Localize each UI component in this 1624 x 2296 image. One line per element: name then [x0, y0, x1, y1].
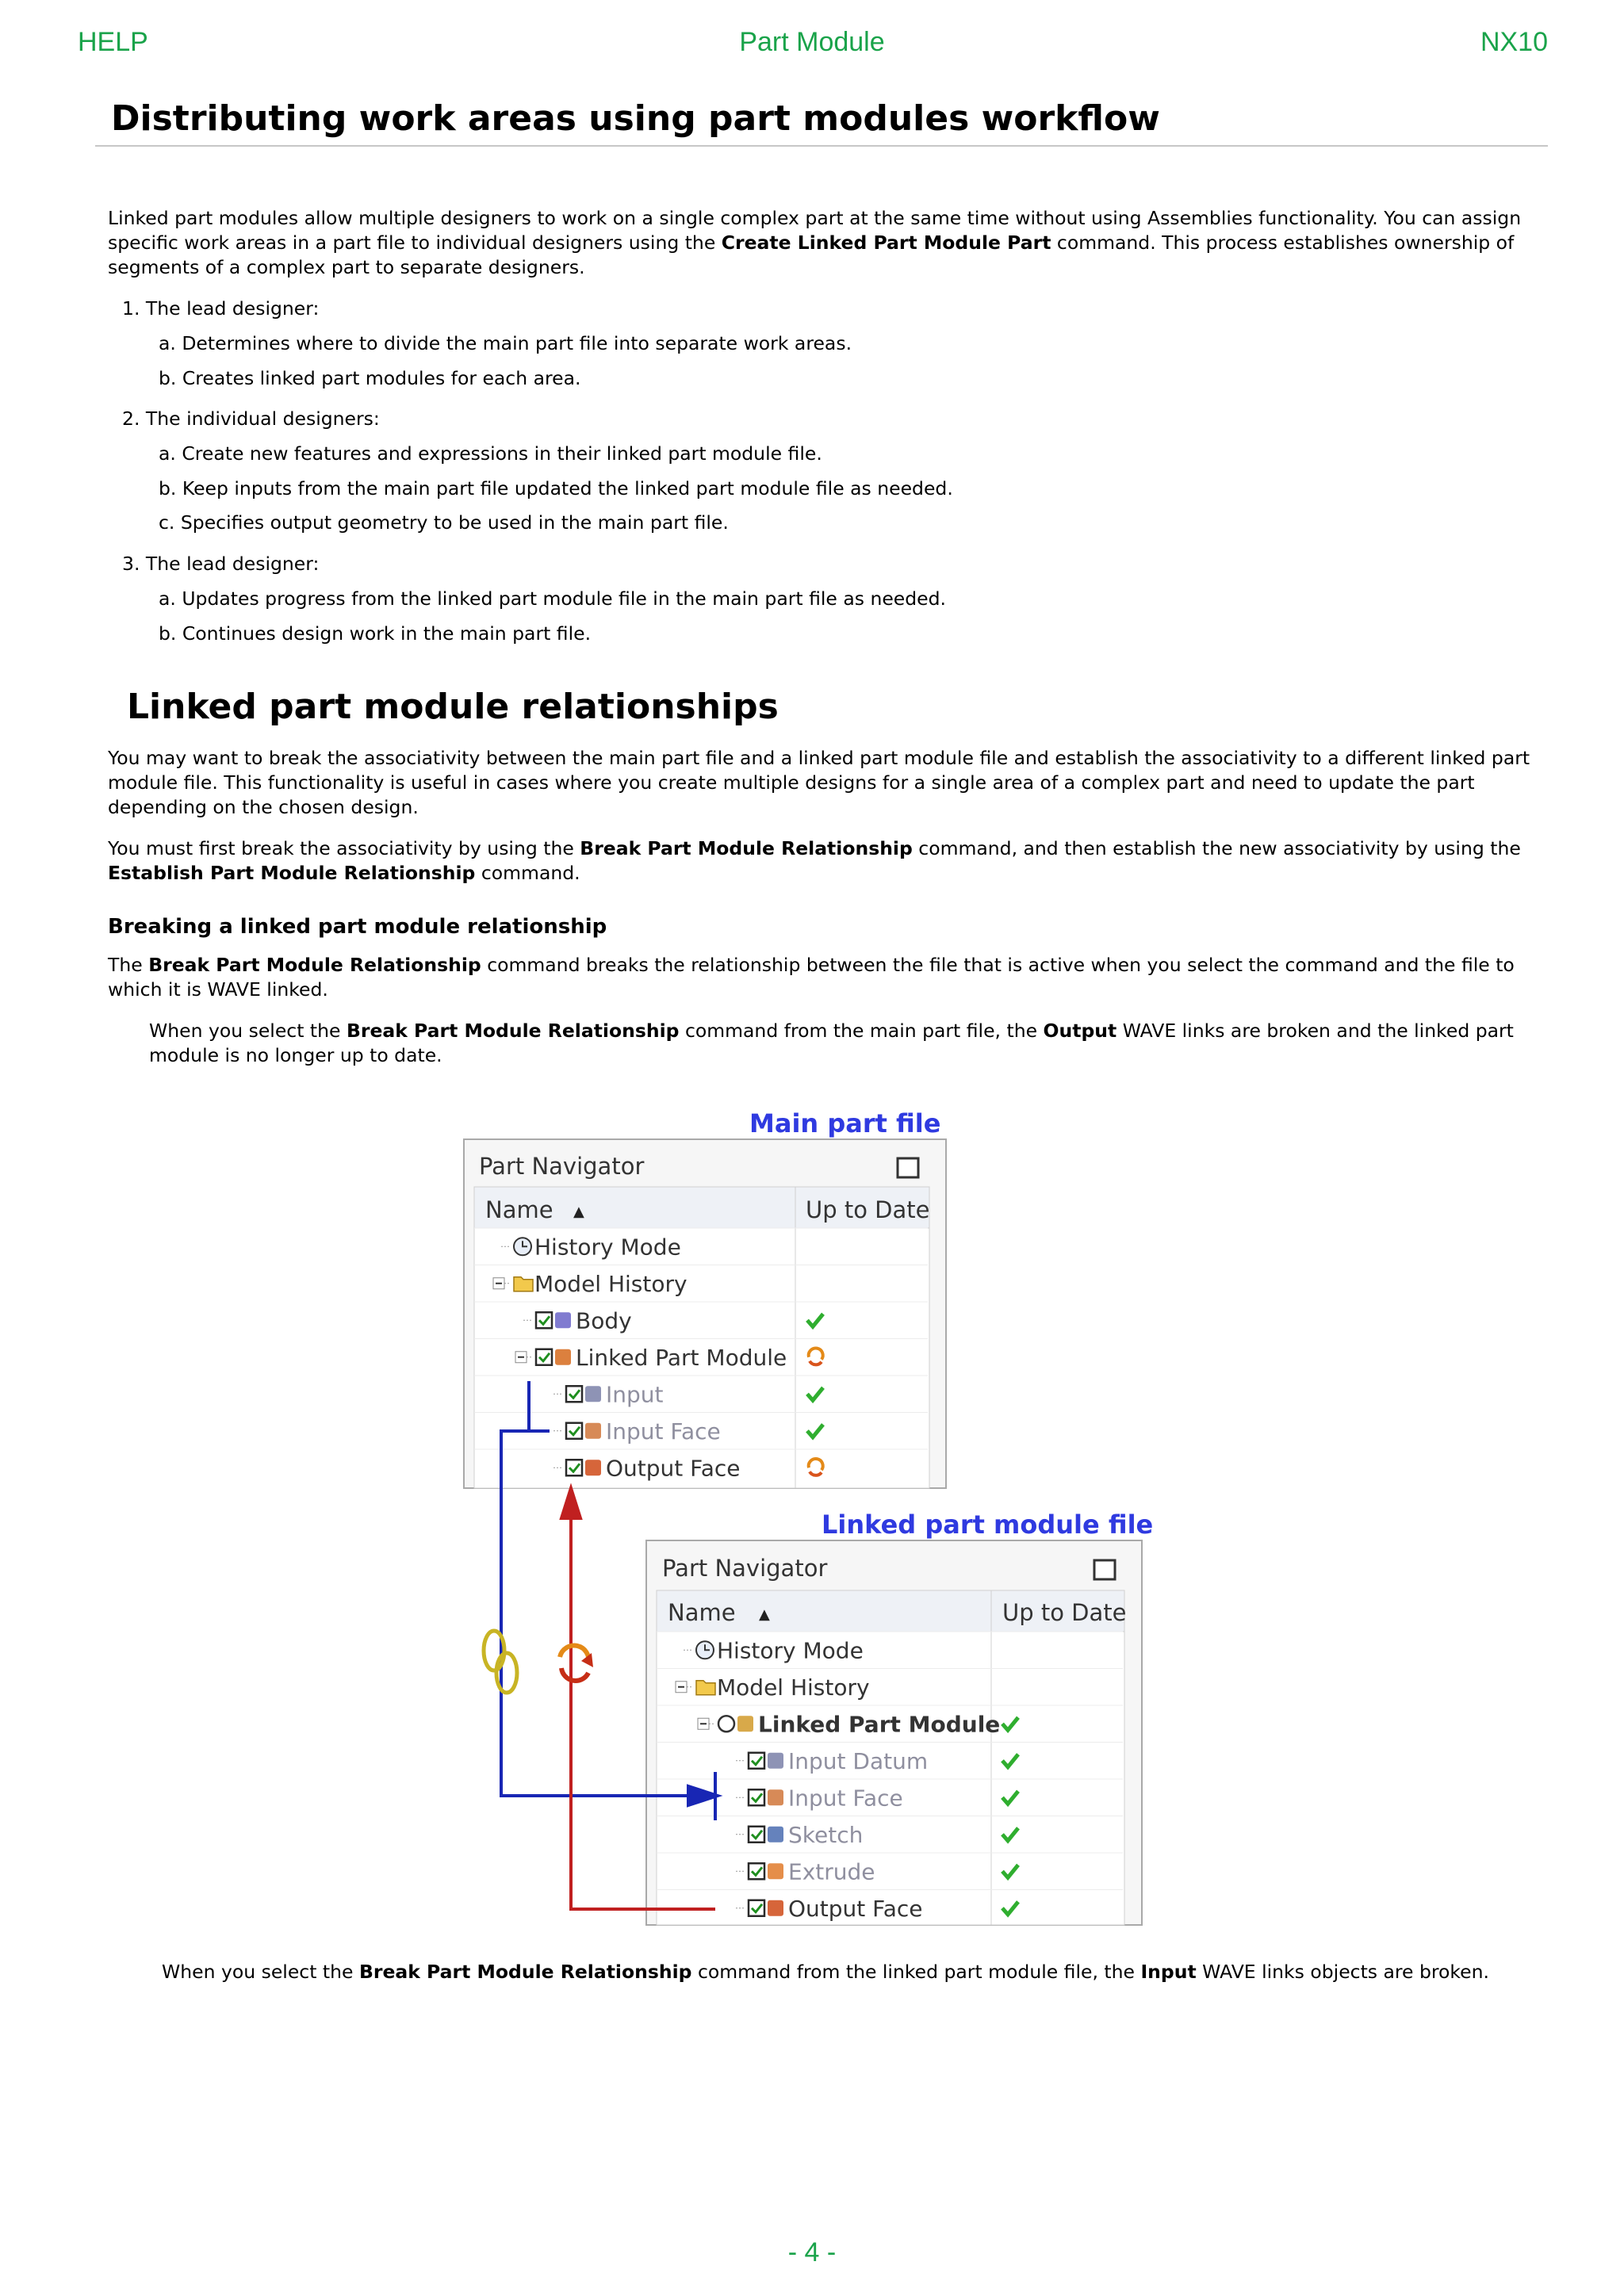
main-row-label: Linked Part Module [576, 1344, 787, 1371]
linked-part-file-label: Linked part module file [822, 1510, 1154, 1540]
section-heading-relationships: Linked part module relationships [127, 687, 779, 727]
suppressed-circle-icon [718, 1716, 734, 1732]
linked-row-label: Input Face [788, 1785, 903, 1812]
header-center: Part Module [739, 27, 885, 57]
breaking-paragraph-1: The Break Part Module Relationship command breaks the relationship between the file that is active when you select the command and the file to which it is WAVE linked. [108, 954, 1515, 1001]
intro-paragraph: Linked part modules allow multiple designers to work on a single complex part at the same time without using Assemblies functionality. You can assign specific work areas in a part file to individual designers using the Create Linked Part Module Part command. This process establishes ownership of segments of a complex part to separate designers. [108, 207, 1522, 278]
page-title: Distributing work areas using part modules workflow [111, 98, 1160, 139]
feature-checkbox[interactable] [749, 1827, 764, 1843]
header-right: NX10 [1480, 27, 1548, 57]
feature-checkbox[interactable] [749, 1753, 764, 1769]
linked-row-label: Input Datum [788, 1747, 929, 1774]
feature-checkbox[interactable] [566, 1386, 582, 1402]
main-panel-maximize-icon[interactable] [898, 1158, 918, 1177]
sort-ascending-icon: ▲ [759, 1606, 770, 1623]
main-row-label: Input [606, 1381, 664, 1408]
step-1: 1. The lead designer: [122, 297, 320, 320]
feature-checkbox[interactable] [749, 1789, 764, 1805]
main-row-label: Input Face [606, 1418, 721, 1445]
step-2: 2. The individual designers: [122, 408, 380, 430]
main-panel-title: Part Navigator [479, 1153, 645, 1180]
linked-module-icon [555, 1349, 571, 1365]
header-left: HELP [78, 27, 148, 57]
extrude-icon [768, 1863, 783, 1879]
linked-part-navigator [646, 1540, 1142, 1925]
linked-panel-title: Part Navigator [662, 1555, 828, 1582]
update-cycle-icon [560, 1646, 593, 1681]
feature-checkbox[interactable] [566, 1460, 582, 1475]
main-row-label: Model History [534, 1270, 688, 1297]
breaking-paragraph-3: When you select the Break Part Module Relationship command from the linked part module file, the Input WAVE links objects are broken. [162, 1961, 1490, 1983]
step-2a: a. Create new features and expressions in their linked part module file. [159, 442, 822, 465]
input-face-icon [585, 1423, 601, 1439]
folder-icon [696, 1681, 715, 1695]
subheading-breaking: Breaking a linked part module relationship [108, 915, 607, 939]
linked-panel-maximize-icon[interactable] [1094, 1560, 1115, 1579]
main-part-navigator [464, 1139, 946, 1488]
step-3a: a. Updates progress from the linked part module file in the main part file as needed. [159, 587, 947, 610]
title-divider [95, 145, 1548, 147]
step-3b: b. Continues design work in the main part file. [159, 622, 592, 645]
linked-row-label: Output Face [788, 1895, 923, 1922]
page-number: - 4 - [787, 2237, 837, 2267]
feature-checkbox[interactable] [536, 1349, 552, 1365]
clock-icon [696, 1641, 714, 1659]
feature-checkbox[interactable] [749, 1863, 764, 1879]
linked-col-name: Name [668, 1599, 736, 1626]
feature-checkbox[interactable] [749, 1900, 764, 1916]
linked-row-label: Extrude [788, 1858, 875, 1885]
main-row-label: Output Face [606, 1455, 741, 1482]
relationships-paragraph-1: You may want to break the associativity between the main part file and a linked part module file and establish the associativity to a different linked part module file. This functionality is useful in cases where you create multiple designs for a single area of a complex part and need to update the part depending on the chosen design. [108, 747, 1530, 818]
clock-icon [514, 1238, 531, 1255]
output-face-icon [585, 1460, 601, 1475]
main-row-label: Body [576, 1307, 632, 1334]
create-linked-part-command: Create Linked Part Module Part [721, 232, 1051, 254]
body-icon [555, 1312, 571, 1328]
linked-row-label: Model History [717, 1674, 870, 1701]
linked-row-label: History Mode [717, 1637, 864, 1664]
folder-icon [514, 1277, 533, 1292]
step-2c: c. Specifies output geometry to be used in the main part file. [159, 511, 729, 534]
linked-col-uptodate: Up to Date [1002, 1599, 1127, 1626]
feature-checkbox[interactable] [536, 1312, 552, 1328]
step-3: 3. The lead designer: [122, 553, 320, 575]
output-face-icon [768, 1900, 783, 1916]
step-1b: b. Creates linked part modules for each area. [159, 367, 581, 389]
input-face-icon [768, 1789, 783, 1805]
main-part-file-label: Main part file [749, 1108, 941, 1138]
relationships-paragraph-2: You must first break the associativity by using the Break Part Module Relationship command, and then establish the new associativity by using the Establish Part Module Relationship command. [108, 837, 1521, 884]
main-row-label: History Mode [534, 1234, 681, 1261]
step-2b: b. Keep inputs from the main part file updated the linked part module file as needed. [159, 477, 953, 499]
sort-ascending-icon: ▲ [573, 1203, 584, 1220]
step-1a: a. Determines where to divide the main part file into separate work areas. [159, 332, 852, 354]
input-datum-icon [768, 1753, 783, 1769]
feature-checkbox[interactable] [566, 1423, 582, 1439]
linked-row-label: Sketch [788, 1821, 864, 1848]
linked-row-label: Linked Part Module [758, 1711, 1001, 1738]
breaking-paragraph-2: When you select the Break Part Module Relationship command from the main part file, the Output WAVE links are broken and the linked part module is no longer up to date. [149, 1020, 1514, 1066]
input-icon [585, 1386, 601, 1402]
main-col-name: Name [485, 1196, 553, 1223]
sketch-icon [768, 1827, 783, 1843]
linked-module-icon [737, 1716, 753, 1732]
main-col-uptodate: Up to Date [806, 1196, 930, 1223]
